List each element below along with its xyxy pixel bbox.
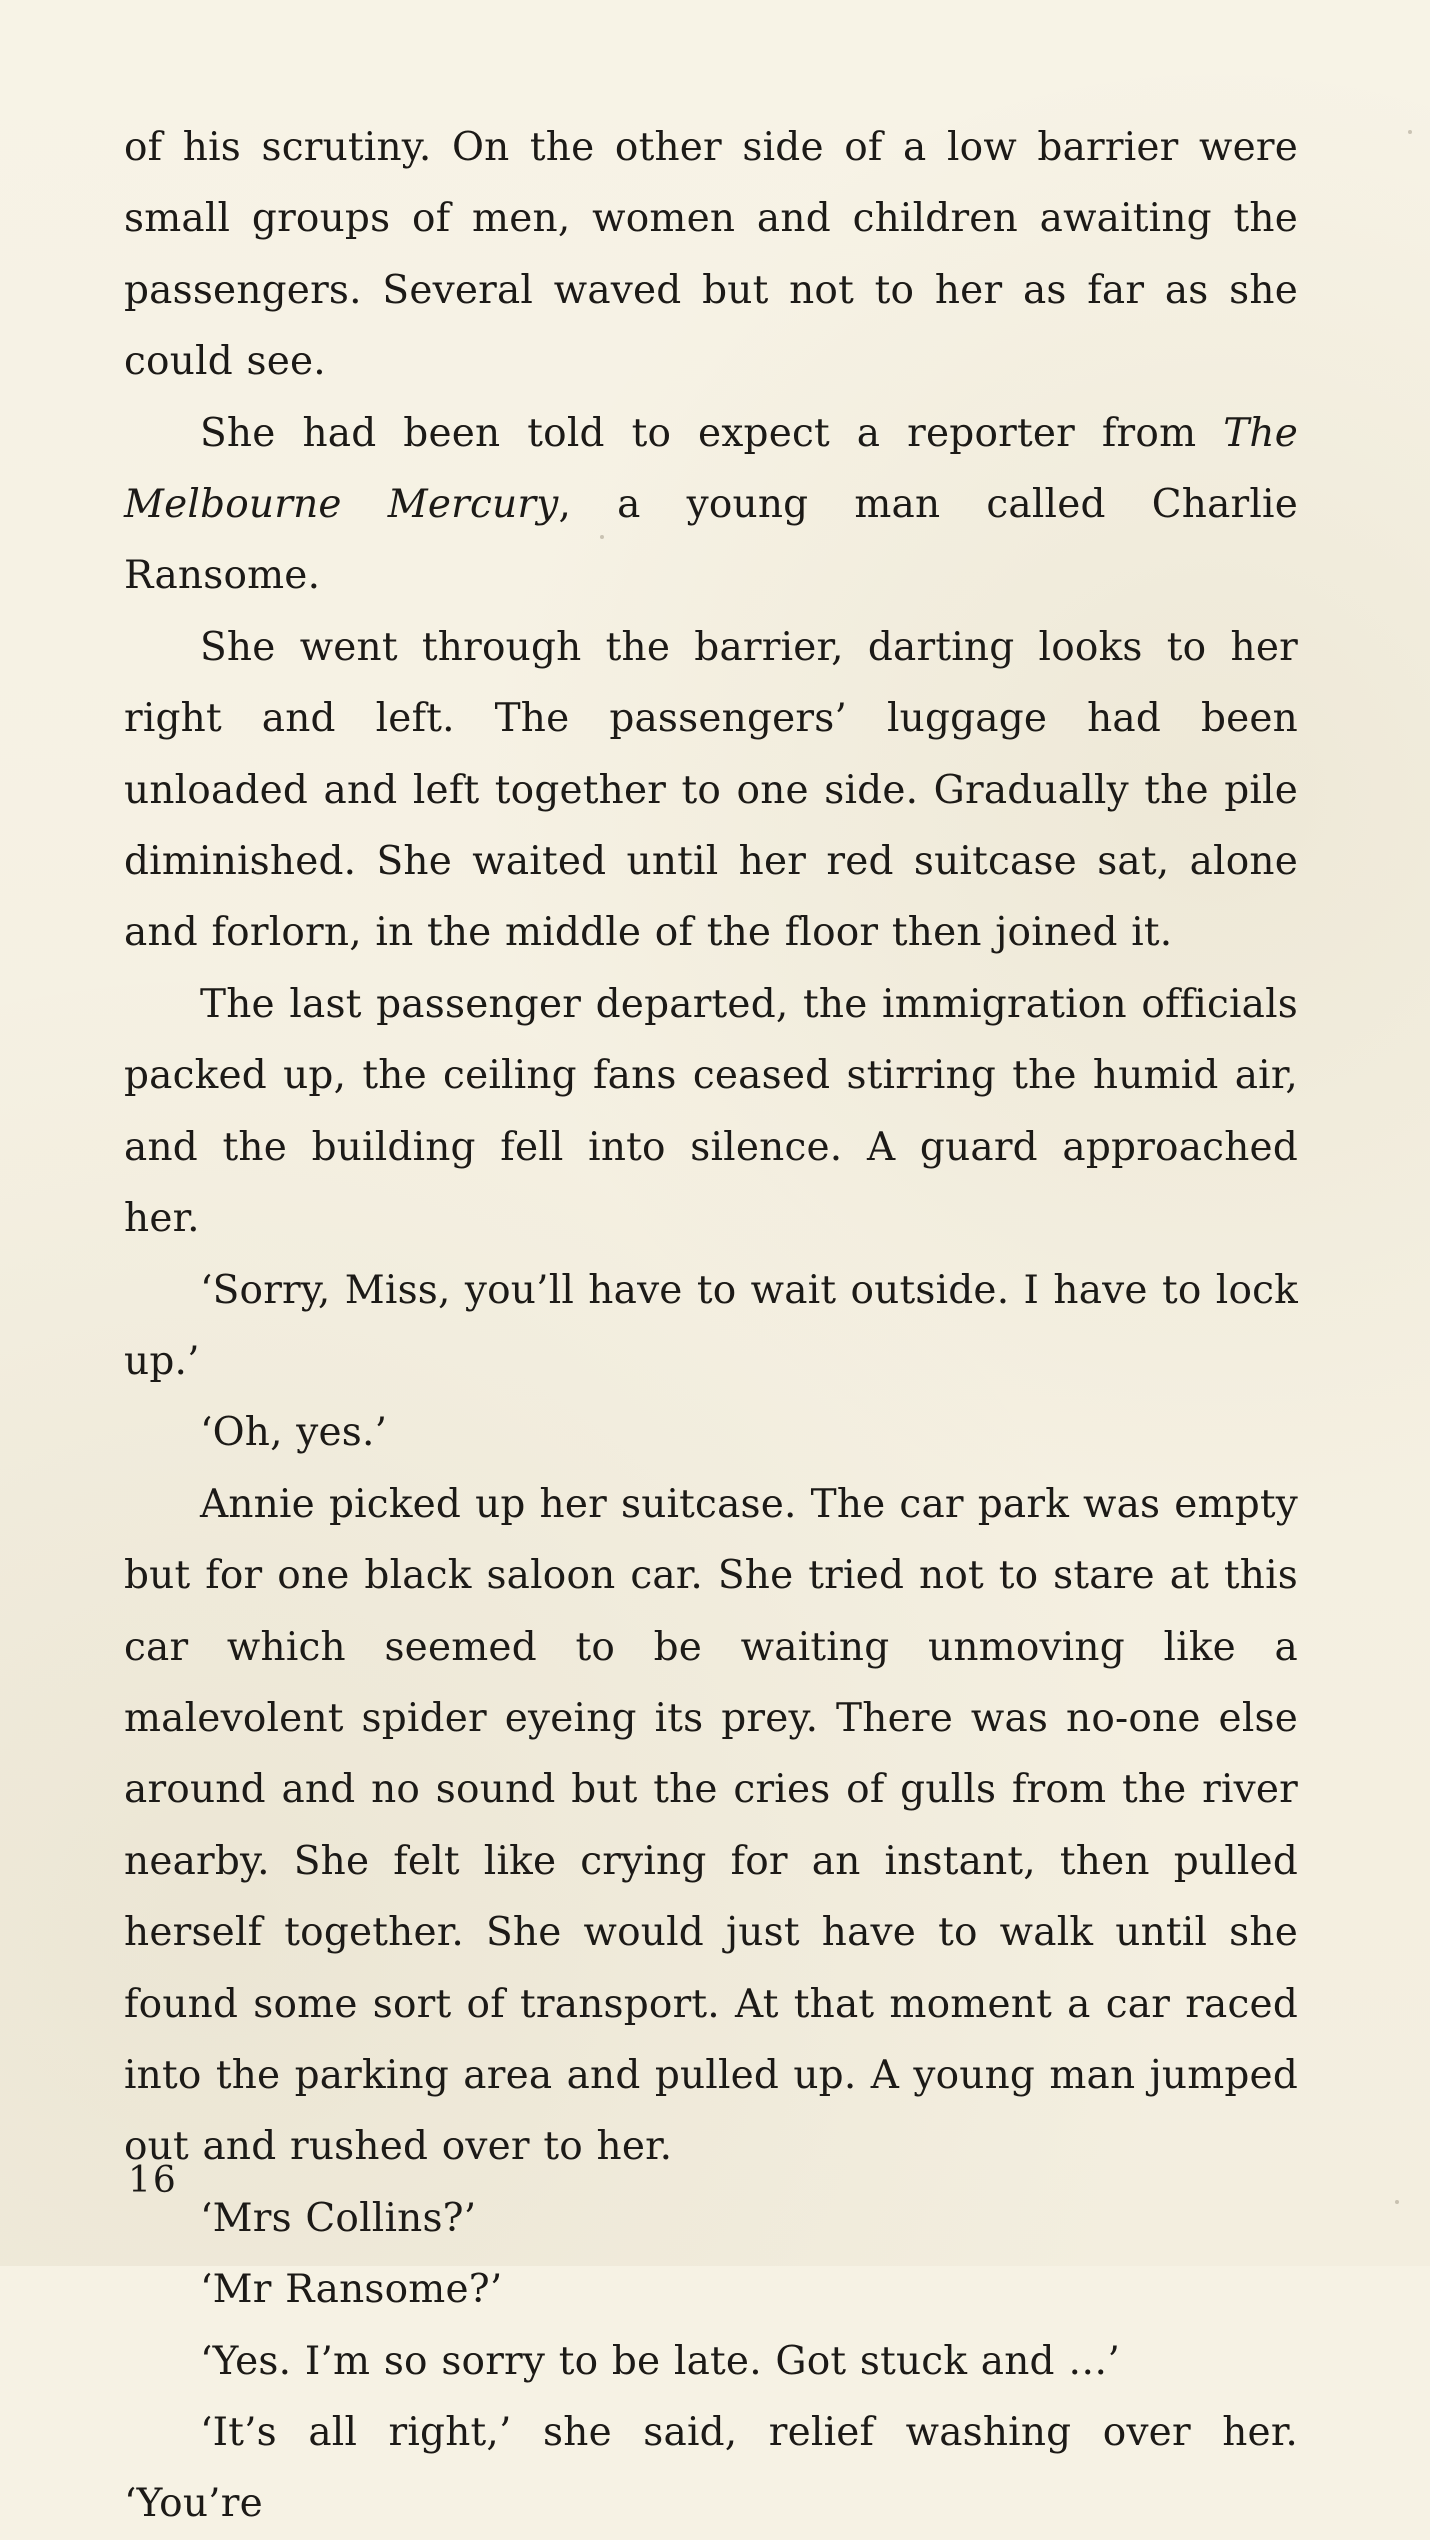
dialogue-line: ‘Mrs Collins?’ <box>200 2195 477 2241</box>
paper-speck <box>1395 2200 1399 2204</box>
paragraph: of his scrutiny. On the other side of a low barrier were small groups of men, women and children awaiting the passengers. Several waved but not to her as far as she could see. <box>124 125 1298 385</box>
page-number: 16 <box>128 2160 178 2201</box>
dialogue-line: ‘Oh, yes.’ <box>200 1410 388 1456</box>
paragraph: She went through the barrier, darting looks to her right and left. The passengers’ luggage had been unloaded and left together to one side. Gradually the pile diminished. She waited until her red suitcase sat, alone and forlorn, in the middle of the floor then joined it. <box>124 624 1298 956</box>
paragraph: She had been told to expect a reporter from The Melbourne Mercury, a young man called Charlie Ransome. <box>124 410 1298 599</box>
newspaper-title: The Melbourne Mercury <box>124 410 1298 528</box>
paper-speck <box>1408 130 1412 134</box>
dialogue-line: ‘Mr Ransome?’ <box>200 2267 503 2313</box>
dialogue-line: ‘Sorry, Miss, you’ll have to wait outside. I have to lock up.’ <box>124 1267 1298 1384</box>
dialogue-line: ‘It’s all right,’ she said, relief washing over her. ‘You’re <box>124 2410 1298 2527</box>
dialogue-line: ‘Yes. I’m so sorry to be late. Got stuck and …’ <box>200 2338 1121 2384</box>
paragraph: The last passenger departed, the immigration officials packed up, the ceiling fans ceased stirring the humid air, and the building fell into silence. A guard approached her. <box>124 981 1298 1242</box>
paragraph: Annie picked up her suitcase. The car park was empty but for one black saloon car. She tried not to stare at this car which seemed to be waiting unmoving like a malevolent spider eyeing its prey. There was no-one else around and no sound but the cries of gulls from the river nearby. She felt like crying for an instant, then pulled herself together. She would just have to walk until she found some sort of transport. At that moment a car raced into the parking area and pulled up. A young man jumped out and rushed over to her. <box>124 1481 1298 2170</box>
body-text <box>124 112 1298 2540</box>
